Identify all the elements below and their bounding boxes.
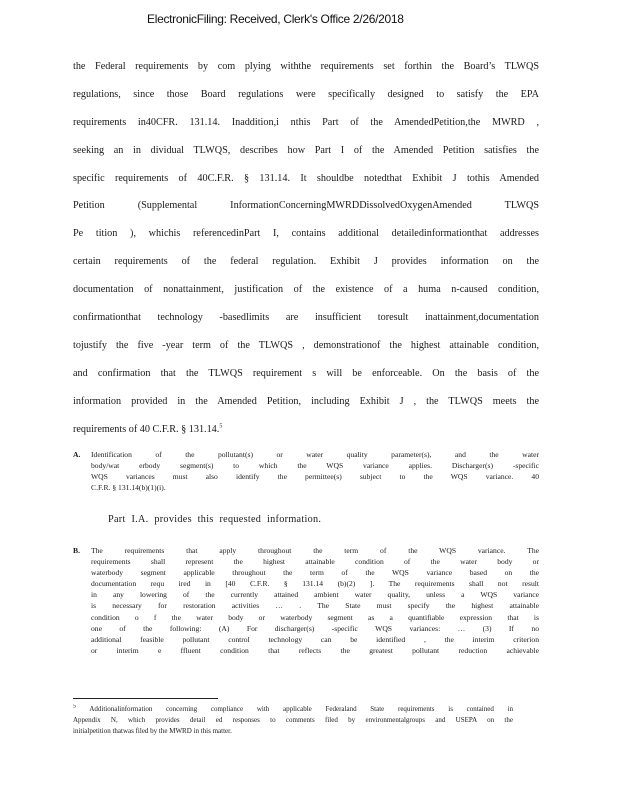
item-b-line: additional feasible pollutant control technology can be identified , the interim criterion (91, 634, 539, 644)
footnote-divider (73, 698, 218, 699)
item-a-label: A. (73, 450, 81, 459)
body-line-last (73, 416, 539, 444)
part-note: Part I.A. provides this requested information. (108, 514, 322, 525)
body-line: Pe tition ), whichis referencedinPart I, contains additional detailedinformationthat addresses (73, 228, 539, 240)
body-line: regulations, since those Board regulations were specifically designed to satisfy the EPA (73, 88, 539, 100)
requirement-item-a (73, 449, 539, 493)
item-a-text (91, 449, 539, 493)
body-line: tojustify the five -year term of the TLWQS , demonstrationof the highest attainable condition, (73, 339, 539, 351)
item-b-line: requirements shall represent the highest attainable condition of the water body or (91, 557, 539, 567)
body-last-text: requirements of 40 C.F.R. § 131.14. (73, 423, 220, 435)
item-b-line: condition o f the water body or waterbody segment as a quantifiable expression that is (91, 612, 539, 622)
item-b-line: in any lowering of the currently attained ambient water quality, unless a WQS variance (91, 590, 539, 600)
body-line: information provided in the Amended Petition, including Exhibit J , the TLWQS meets the (73, 395, 539, 407)
body-line: Petition (Supplemental InformationConcerningMWRDDissolvedOxygenAmended TLWQS (73, 200, 539, 212)
item-b-line: documentation requ ired in [40 C.F.R. § 131.14 (b)(2) ]. The requirements shall not result (91, 579, 539, 589)
footnote (73, 704, 513, 738)
requirement-item-b (73, 545, 539, 656)
item-a-line: C.F.R. § 131.14(b)(1)(i). (91, 483, 166, 493)
body-paragraph (73, 53, 539, 443)
item-b-line: is necessary for restoration activities … . The State must specify the highest attainable (91, 601, 539, 611)
footnote-line-text: Additionalinformation concerning compliance with applicable Federaland State requirements is contained in (89, 705, 513, 713)
body-line: documentation of nonattainment, justification of the existence of a huma n-caused condition, (73, 284, 539, 296)
item-a-line: body/wat erbody segment(s) to which the WQS variance applies. Discharger(s) -specific (91, 461, 539, 471)
footnote-line: initialpetition thatwas filed by the MWRD in this matter. (73, 727, 232, 736)
body-line: seeking an in dividual TLWQS, describes how Part I of the Amended Petition satisfies the (73, 144, 539, 156)
body-line: and confirmation that the TLWQS requirement s will be enforceable. On the basis of the (73, 367, 539, 379)
item-b-line: or interim e ffluent condition that reflects the greatest pollutant reduction achievable (91, 645, 539, 655)
item-a-line: WQS variances must also identify the permittee(s) subject to the WQS variance. 40 (91, 472, 539, 482)
body-line: specific requirements of 40C.F.R. § 131.14. It shouldbe notedthat Exhibit J tothis Amended (73, 172, 539, 184)
item-a-line: Identification of the pollutant(s) or water quality parameter(s), and the water (91, 450, 539, 459)
running-header: ElectronicFiling: Received, Clerk's Office 2/26/2018 (147, 12, 404, 26)
footnote-marker: 5 (73, 704, 76, 710)
body-line: confirmationthat technology -basedlimits are insufficient toresult inattainment,documentation (73, 312, 539, 324)
footnote-line: Appendix N, which provides detail ed responses to comments filed by environmentalgroups and USEPA on the (73, 716, 513, 725)
item-b-text (91, 545, 539, 656)
footnote-line (73, 704, 513, 715)
item-b-label: B. (73, 546, 80, 555)
body-line: certain requirements of the federal regulation. Exhibit J provides information on the (73, 256, 539, 268)
body-line: requirements in40CFR. 131.14. Inaddition,i nthis Part of the AmendedPetition,the MWRD , (73, 116, 539, 128)
footnote-reference: 5 (219, 423, 223, 430)
item-b-line: one of the following: (A) For discharger(s) -specific WQS variances: … (3) If no (91, 623, 539, 633)
body-line: the Federal requirements by com plying withthe requirements set forthin the Board’s TLWQS (73, 61, 539, 72)
item-b-line: The requirements that apply throughout the term of the WQS variance. The (91, 546, 539, 555)
item-b-line: waterbody segment applicable throughout the term of the WQS variance based on the (91, 568, 539, 578)
